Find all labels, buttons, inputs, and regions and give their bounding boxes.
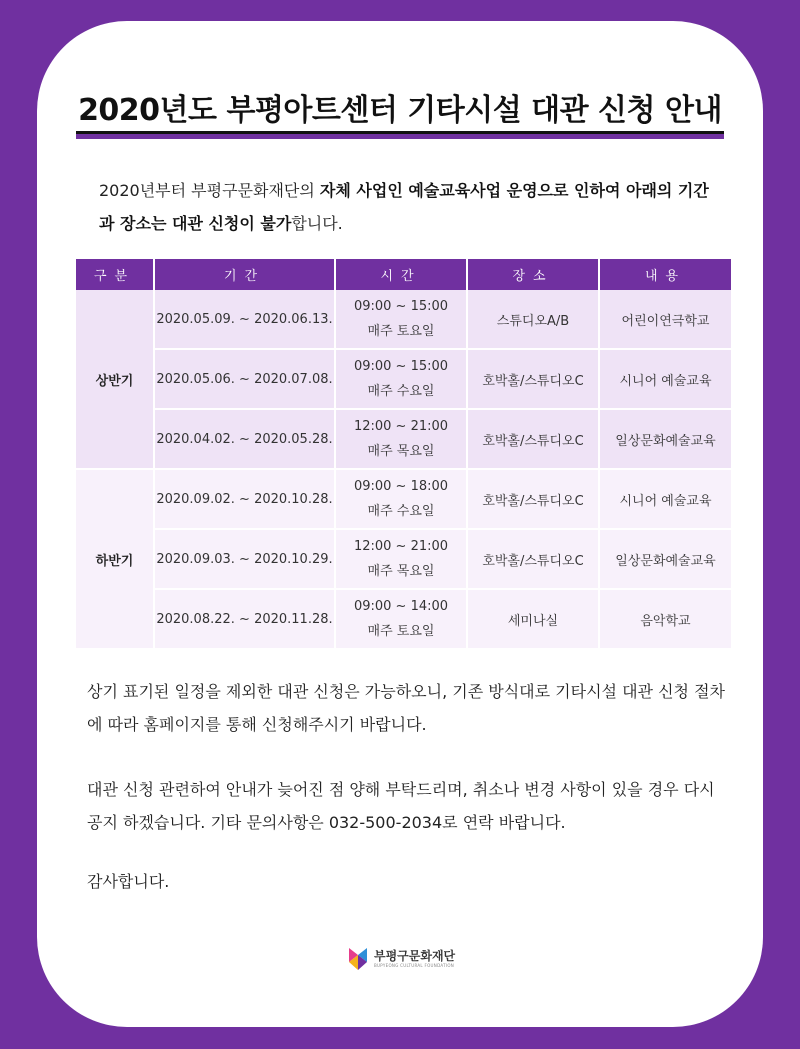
place-cell: 호박홀/스튜디오C bbox=[467, 529, 599, 589]
notice-paragraph-2: 대관 신청 관련하여 안내가 늦어진 점 양해 부탁드리며, 취소나 변경 사항이 있을 경우 다시 공지 하겠습니다. 기타 문의사항은 032-500-2034로 연락 바랍니다. bbox=[87, 780, 715, 832]
place-cell: 세미나실 bbox=[467, 589, 599, 649]
table-row bbox=[76, 469, 731, 529]
time-range: 09:00 ~ 18:00 bbox=[353, 479, 449, 494]
table-row bbox=[76, 290, 731, 349]
period-cell: 2020.09.02. ~ 2020.10.28. bbox=[154, 469, 335, 529]
time-cell bbox=[335, 409, 467, 469]
content-cell: 어린이연극학교 bbox=[599, 290, 731, 349]
time-day: 매주 토요일 bbox=[367, 324, 435, 339]
time-range: 09:00 ~ 14:00 bbox=[353, 599, 449, 614]
time-day: 매주 토요일 bbox=[367, 624, 435, 639]
time-cell bbox=[335, 469, 467, 529]
time-range: 09:00 ~ 15:00 bbox=[353, 359, 449, 374]
intro-bold-text: 자체 사업인 예술교육사업 운영으로 인하여 아래의 기간과 장소는 대관 신청이 불가 bbox=[99, 181, 709, 233]
period-cell: 2020.05.06. ~ 2020.07.08. bbox=[154, 349, 335, 409]
notice-card bbox=[37, 21, 763, 1027]
logo-name: 부평구문화재단 bbox=[374, 949, 456, 963]
table-row bbox=[76, 589, 731, 649]
period-cell: 2020.08.22. ~ 2020.11.28. bbox=[154, 589, 335, 649]
notice-paragraph-1: 상기 표기된 일정을 제외한 대관 신청은 가능하오니, 기존 방식대로 기타시설 대관 신청 절차에 따라 홈페이지를 통해 신청해주시기 바랍니다. bbox=[87, 682, 725, 734]
content-cell: 시니어 예술교육 bbox=[599, 469, 731, 529]
page-title bbox=[37, 85, 763, 134]
time-cell bbox=[335, 589, 467, 649]
intro-text-1: 2020년부터 부평구문화재단의 bbox=[99, 181, 320, 200]
title-text: 2020년도 부평아트센터 기타시설 대관 신청 안내 bbox=[76, 85, 724, 134]
place-cell: 호박홀/스튜디오C bbox=[467, 349, 599, 409]
first-half-label: 상반기 bbox=[76, 290, 154, 469]
period-cell: 2020.09.03. ~ 2020.10.29. bbox=[154, 529, 335, 589]
time-day: 매주 수요일 bbox=[367, 504, 435, 519]
header-period: 기간 bbox=[154, 259, 335, 290]
table-row bbox=[76, 529, 731, 589]
content-cell: 일상문화예술교육 bbox=[599, 409, 731, 469]
period-cell: 2020.05.09. ~ 2020.06.13. bbox=[154, 290, 335, 349]
time-cell bbox=[335, 349, 467, 409]
header-content: 내용 bbox=[599, 259, 731, 290]
time-day: 매주 수요일 bbox=[367, 384, 435, 399]
time-day: 매주 목요일 bbox=[367, 444, 435, 459]
place-cell: 호박홀/스튜디오C bbox=[467, 469, 599, 529]
schedule-table bbox=[76, 259, 731, 650]
header-category: 구분 bbox=[76, 259, 154, 290]
header-time: 시간 bbox=[335, 259, 467, 290]
place-cell: 스튜디오A/B bbox=[467, 290, 599, 349]
second-half-label: 하반기 bbox=[76, 469, 154, 649]
logo-subtitle: BUPYEONG CULTURAL FOUNDATION bbox=[374, 963, 455, 968]
time-range: 09:00 ~ 15:00 bbox=[353, 299, 449, 314]
content-cell: 일상문화예술교육 bbox=[599, 529, 731, 589]
table-row bbox=[76, 349, 731, 409]
time-range: 12:00 ~ 21:00 bbox=[353, 539, 449, 554]
header-place: 장소 bbox=[467, 259, 599, 290]
time-cell bbox=[335, 290, 467, 349]
table-header-row bbox=[76, 259, 731, 290]
intro-text-2: 합니다. bbox=[291, 214, 343, 233]
table-row bbox=[76, 409, 731, 469]
foundation-logo bbox=[347, 943, 455, 975]
period-cell: 2020.04.02. ~ 2020.05.28. bbox=[154, 409, 335, 469]
time-range: 12:00 ~ 21:00 bbox=[353, 419, 449, 434]
time-day: 매주 목요일 bbox=[367, 564, 435, 579]
closing-text: 감사합니다. bbox=[87, 872, 170, 891]
content-cell: 시니어 예술교육 bbox=[599, 349, 731, 409]
time-cell bbox=[335, 529, 467, 589]
content-cell: 음악학교 bbox=[599, 589, 731, 649]
place-cell: 호박홀/스튜디오C bbox=[467, 409, 599, 469]
intro-paragraph bbox=[99, 174, 719, 240]
foundation-logo-icon bbox=[347, 946, 369, 972]
